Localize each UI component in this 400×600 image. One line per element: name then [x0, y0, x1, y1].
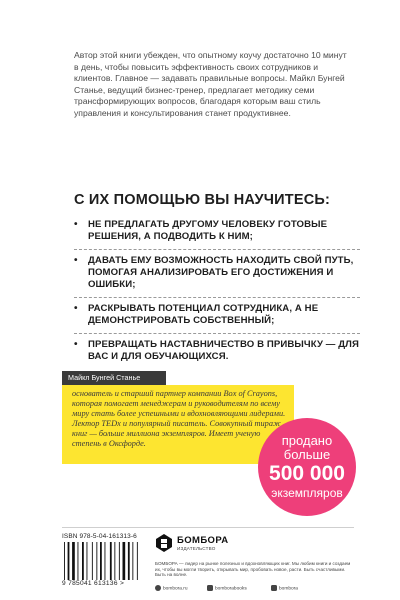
- list-item-text: ПРЕВРАЩАТЬ НАСТАВНИЧЕСТВО В ПРИВЫЧКУ — ДЛЯ ВАС И ДЛЯ ОБУЧАЮЩИХСЯ.: [88, 339, 359, 362]
- list-item: [74, 298, 360, 334]
- social-links: [155, 585, 355, 593]
- barcode-bar: [132, 542, 133, 580]
- list-item-text: НЕ ПРЕДЛАГАТЬ ДРУГОМУ ЧЕЛОВЕКУ ГОТОВЫЕ РЕШЕНИЯ, А ПОДВОДИТЬ К НИМ;: [88, 219, 328, 242]
- bullet-icon: •: [74, 339, 78, 350]
- barcode-bar: [123, 542, 126, 580]
- social-vk-text: bombora: [279, 586, 298, 592]
- barcode-bar: [92, 542, 93, 580]
- barcode-bar: [64, 542, 65, 580]
- barcode-bar: [96, 542, 97, 580]
- list-item: [74, 214, 360, 250]
- barcode-icon: [62, 542, 142, 580]
- barcode-bar: [119, 542, 120, 580]
- social-instagram-text: bomborabooks: [215, 586, 247, 592]
- stamp-line-more: больше: [283, 447, 331, 462]
- intro-paragraph: Автор этой книги убежден, что опытному коучу достаточно 10 минут в день, чтобы повысить эффективность своих сотрудников и клиентов. Главное — задавать правильные вопросы. Майкл Бунгей Станье, ведущий бизнес-тренер, предлагает методику семи трансформирующих вопросов, благодаря которым ваш стиль управления и консультирования станет продуктивнее.: [74, 50, 347, 118]
- list-item-text: РАСКРЫВАТЬ ПОТЕНЦИАЛ СОТРУДНИКА, А НЕ ДЕМОНСТРИРОВАТЬ СОБСТВЕННЫЙ;: [88, 303, 319, 326]
- bullet-icon: •: [74, 219, 78, 230]
- barcode-bar: [87, 542, 88, 580]
- stamp-line-count: 500 000: [269, 462, 345, 485]
- barcode-bar: [72, 542, 75, 580]
- barcode-digits: 9 785041 613136 >: [62, 580, 125, 587]
- social-link-site[interactable]: [155, 585, 188, 593]
- list-item: [74, 250, 360, 298]
- barcode-bar: [137, 542, 138, 580]
- stamp-line-copies: экземпляров: [271, 486, 343, 500]
- social-link-instagram[interactable]: [207, 585, 247, 593]
- social-link-vk[interactable]: [271, 585, 298, 593]
- learn-list: [74, 214, 360, 369]
- stamp-line-sold: продано: [281, 433, 333, 448]
- globe-icon: [155, 585, 161, 591]
- barcode-bar: [128, 542, 130, 580]
- bullet-icon: •: [74, 303, 78, 314]
- bombora-logo-icon: [155, 533, 173, 553]
- sales-stamp: [258, 418, 356, 516]
- publisher-sub: ИЗДАТЕЛЬСТВО: [177, 546, 216, 551]
- list-item: [74, 334, 360, 369]
- isbn-label: ISBN 978-5-04-161313-6: [62, 533, 137, 540]
- barcode-bar: [110, 542, 112, 580]
- author-name-tab: Майкл Бунгей Станье: [62, 371, 166, 385]
- barcode-bar: [105, 542, 106, 580]
- vk-icon: [271, 585, 277, 591]
- publisher-logo: [155, 533, 229, 557]
- bullet-icon: •: [74, 255, 78, 266]
- publisher-blurb: БОМБОРА — лидер на рынке полезных и вдохновляющих книг. Мы любим книги и создаем их, чтобы вы могли творить, открывать мир, пробовать новое, расти. Быть счастливыми. Быть на волне.: [155, 561, 351, 578]
- author-bio: основатель и старший партнер компании Box of Crayons, которая помогает менеджерам и руководителям по всему миру стать более успешными и вдохновляющими лидерами. Лектор TEDx и популярный писатель. Совокупный тираж книг — больше миллиона экземпляров. Имеет ученую степень в Оксфорде.: [72, 389, 286, 448]
- learn-heading: С ИХ ПОМОЩЬЮ ВЫ НАУЧИТЕСЬ:: [74, 192, 331, 208]
- barcode-bar: [114, 542, 115, 580]
- barcode-bar: [68, 542, 70, 580]
- barcode-bar: [82, 542, 84, 580]
- list-item-text: ДАВАТЬ ЕМУ ВОЗМОЖНОСТЬ НАХОДИТЬ СВОЙ ПУТЬ, ПОМОГАЯ АНАЛИЗИРОВАТЬ ЕГО ДОСТИЖЕНИЯ И ОШИБКИ;: [88, 255, 354, 290]
- publisher-name: БОМБОРА: [177, 535, 229, 546]
- instagram-icon: [207, 585, 213, 591]
- barcode-bar: [78, 542, 79, 580]
- social-site-text: bombora.ru: [163, 586, 188, 592]
- footer-divider: [62, 527, 354, 528]
- barcode-bar: [100, 542, 102, 580]
